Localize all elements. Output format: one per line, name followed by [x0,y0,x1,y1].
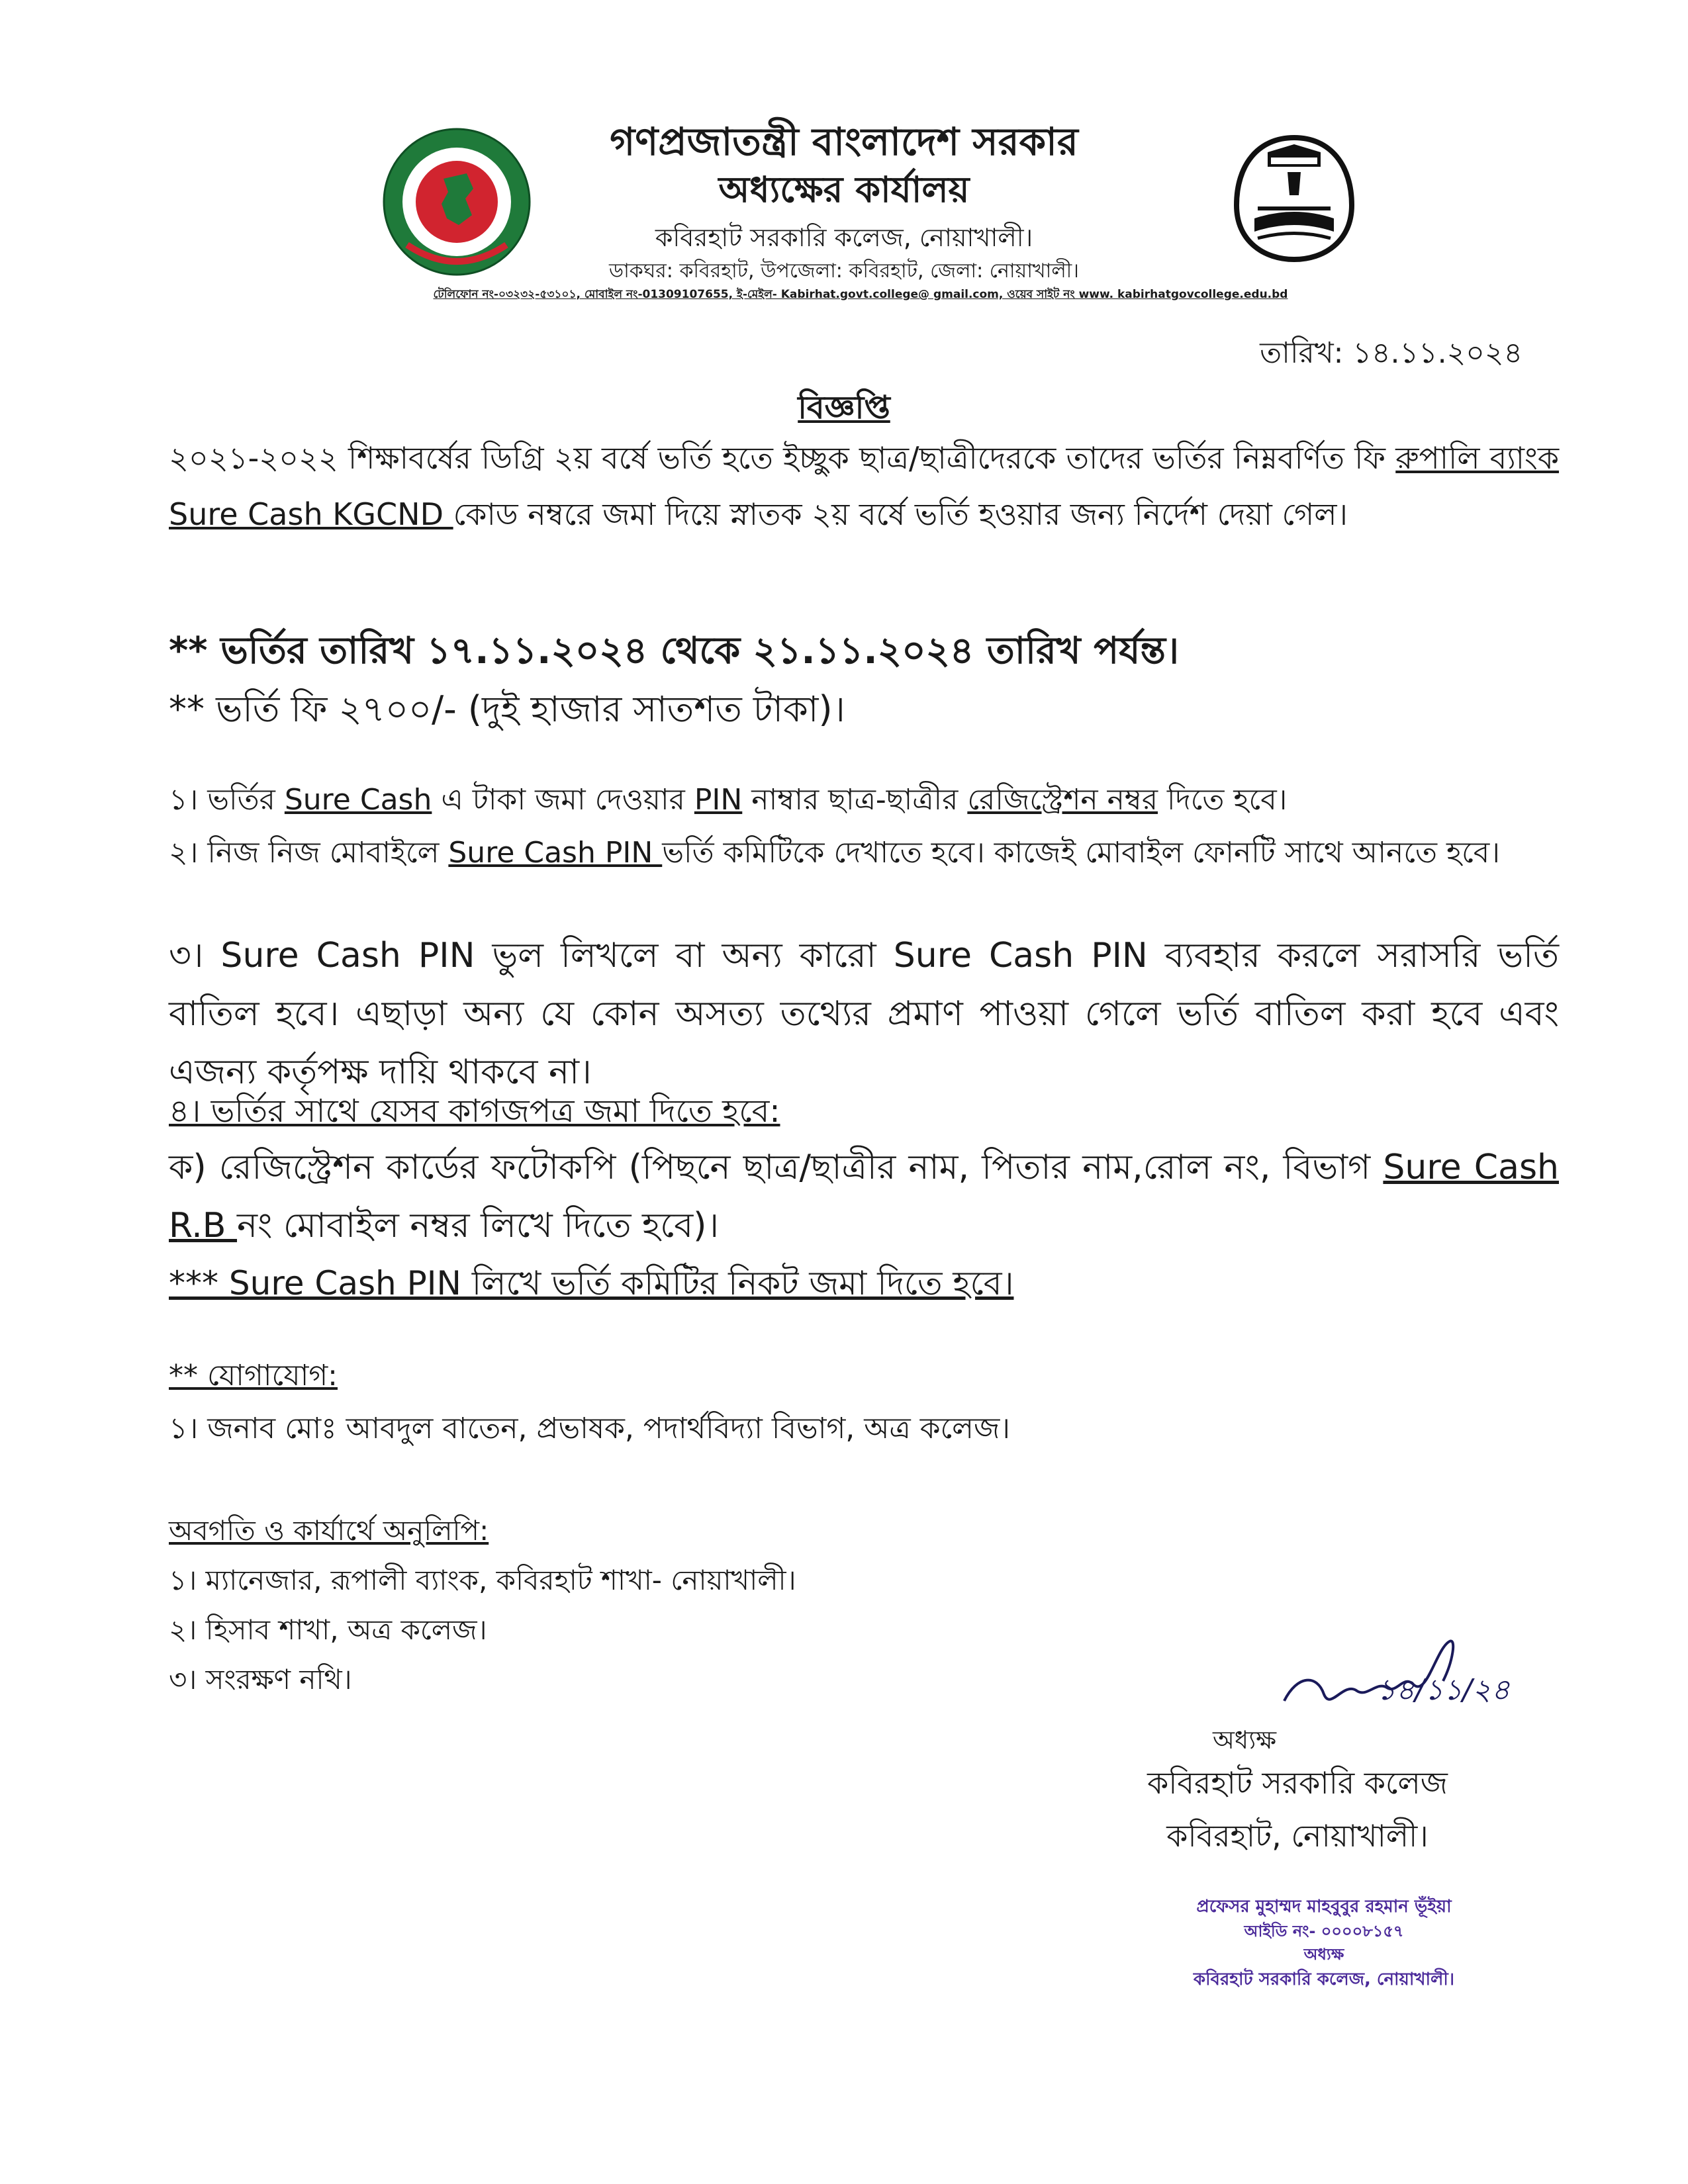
govt-title: গণপ্রজাতন্ত্রী বাংলাদেশ সরকার [610,119,1078,164]
contact-heading [169,1350,1559,1402]
item4b-text: *** Sure Cash PIN লিখে ভর্তি কমিটির নিকট জমা দিতে হবে। [169,1264,1014,1302]
seal-college: কবিরহাট সরকারি কলেজ, নোয়াখালী। [1193,1970,1455,1989]
contact-line: টেলিফোন নং-০৩২৩২-৫৩১০১, মোবাইল নং-01309107655, ই-মেইল- Kabirhat.govt.college@ gmail.com, ওয়েব সাইট নং www. kabirhatgovcollege.edu.bd [433,288,1288,301]
item4a-a: ক) রেজিস্ট্রেশন কার্ডের ফটোকপি (পিছনে ছাত্র/ছাত্রীর নাম, পিতার নাম,রোল নং, বিভাগ [169,1148,1383,1187]
contact-heading-text: ** যোগাযোগ: [169,1359,338,1392]
office-title: অধ্যক্ষের কার্যালয় [718,169,970,210]
cc-item-2: ২। হিসাব শাখা, অত্র কলেজ। [169,1614,487,1646]
intro-bank-code: রুপালি ব্যাংক Sure Cash KGCND [169,440,1560,532]
signature-role-text: অধ্যক্ষ [1212,1725,1276,1754]
seal-role: অধ্যক্ষ [1303,1945,1344,1964]
item4a-c: নং মোবাইল নম্বর লিখে দিতে হবে)। [237,1206,720,1246]
signature-college: কবিরহাট সরকারি কলেজ [1147,1765,1448,1801]
instr1-surecash: Sure Cash [284,783,432,817]
college-logo [1231,132,1357,265]
instr1-c: এ টাকা জমা দেওয়ার [432,783,694,817]
intro-text-2: কোড নম্বরে জমা দিয়ে স্নাতক ২য় বর্ষে ভর্তি হওয়ার জন্য নির্দেশ দেয়া গেল। [453,496,1348,532]
cc-item-3: ৩। সংরক্ষণ নথি। [169,1663,352,1696]
seal-name: প্রফেসর মুহাম্মদ মাহবুবুর রহমান ভূঁইয়া [1196,1897,1452,1917]
admission-date-line: ** ভর্তির তারিখ ১৭.১১.২০২৪ থেকে ২১.১১.২০২৪ তারিখ পর্যন্ত। [169,629,1179,672]
notice-heading: বিজ্ঞপ্তি [798,389,890,426]
instruction-item-4-heading [169,1085,1559,1137]
instr1-a: ১। ভর্তির [169,783,285,817]
principal-signature [1271,1635,1575,1734]
instruction-item-3: ৩। Sure Cash PIN ভুল লিখলে বা অন্য কারো Sure Cash PIN ব্যবহার করলে সরাসরি ভর্তি বাতিল হবে। এছাড়া অন্য যে কোন অসত্য তথ্যের প্রমাণ পাওয়া গেলে ভর্তি বাতিল করা হবে এবং এজন্য কর্তৃপক্ষ দায়ি থাকবে না। [169,936,1559,1092]
instruction-item-2 [169,827,1559,879]
college-address: ডাকঘর: কবিরহাট, উপজেলা: কবিরহাট, জেলা: নোয়াখালী। [609,259,1079,283]
instr1-pin: PIN [694,783,743,817]
seal-id: আইডি নং- ০০০০৮১৫৭ [1244,1922,1404,1940]
instr1-e: নাম্বার ছাত্র-ছাত্রীর [742,783,968,817]
intro-paragraph [169,430,1559,543]
admission-fee-line: ** ভর্তি ফি ২৭০০/- (দুই হাজার সাতশত টাকা)। [169,688,845,730]
cc-heading [169,1509,489,1556]
signature-role [1033,1721,1562,1763]
item4a-surecash-rb: Sure Cash R.B [169,1148,1559,1246]
intro-text-1: ২০২১-২০২২ শিক্ষাবর্ষের ডিগ্রি ২য় বর্ষে ভর্তি হতে ইচ্ছুক ছাত্র/ছাত্রীদেরকে তাদের ভর্তির নিম্নবর্ণিত ফি [169,440,1396,476]
contact-item-1: ১। জনাব মোঃ আবদুল বাতেন, প্রভাষক, পদার্থবিদ্যা বিভাগ, অত্র কলেজ। [169,1412,1011,1445]
instr1-g: দিতে হবে। [1158,783,1288,817]
instruction-item-4b [169,1257,1559,1309]
cc-heading-text: অবগতি ও কার্যার্থে অনুলিপি: [169,1514,489,1547]
instr2-a: ২। নিজ নিজ মোবাইলে [169,836,449,870]
signature-location: কবিরহাট, নোয়াখালী। [1166,1818,1429,1854]
item4-heading-text: ৪। ভর্তির সাথে যেসব কাগজপত্র জমা দিতে হবে: [169,1093,780,1130]
instr2-c: ভর্তি কমিটিকে দেখাতে হবে। কাজেই মোবাইল ফোনটি সাথে আনতে হবে। [662,836,1501,870]
instruction-item-1 [169,774,1559,826]
instr1-regno: রেজিস্ট্রেশন নম্বর [967,783,1158,817]
notice-date: তারিখ: ১৪.১১.২০২৪ [1260,336,1523,370]
college-name: কবিরহাট সরকারি কলেজ, নোয়াখালী। [655,223,1033,252]
instruction-item-4a [169,1138,1559,1255]
cc-item-1: ১। ম্যানেজার, রূপালী ব্যাংক, কবিরহাট শাখা- নোয়াখালী। [169,1564,796,1596]
signature-date: ১৪/১১/২৪ [1377,1673,1511,1707]
instr2-surecash-pin: Sure Cash PIN [448,836,663,870]
